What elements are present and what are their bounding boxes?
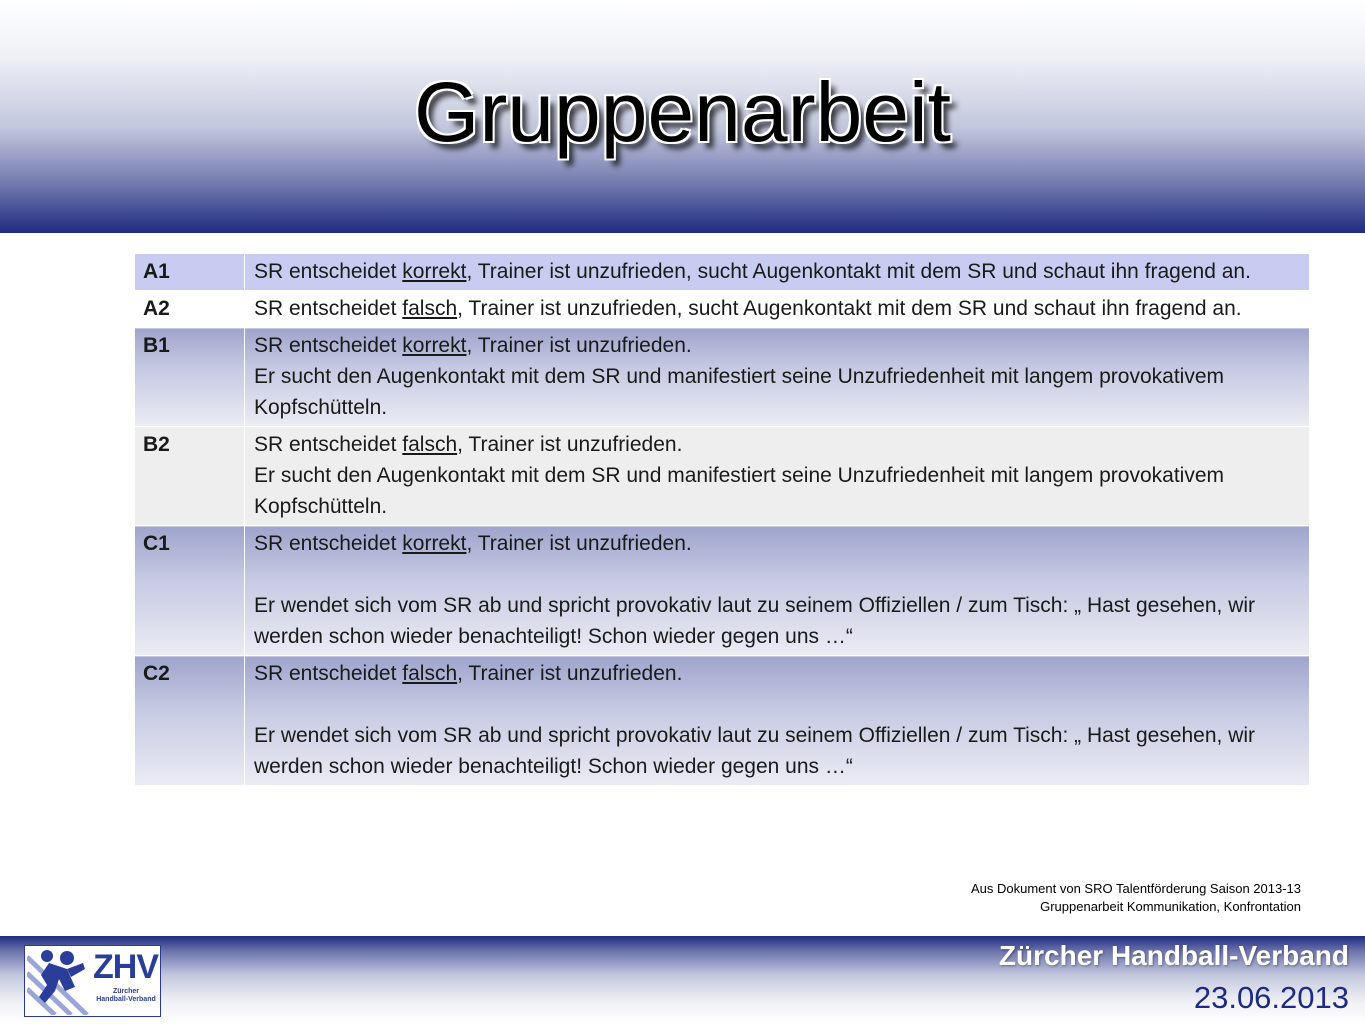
row-detail: Er sucht den Augenkontakt mit dem SR und manifestiert seine Unzufriedenheit mit langem provokativem Kopfschütteln.: [254, 365, 1224, 419]
handball-player-icon: [27, 947, 91, 1015]
decision-word: korrekt: [402, 532, 467, 555]
row-code: A2: [135, 291, 245, 328]
row-description: SR entscheidet falsch, Trainer ist unzufrieden. Er sucht den Augenkontakt mit dem SR und manifestiert seine Unzufriedenheit mit langem provokativem Kopfschütteln.: [245, 427, 1310, 526]
source-note: Aus Dokument von SRO Talentförderung Saison 2013-13 Gruppenarbeit Kommunikation, Konfrontation: [970, 881, 1301, 914]
decision-word: falsch: [402, 662, 458, 685]
organization-name: Zürcher Handball-Verband: [998, 940, 1349, 971]
table-row: [135, 328, 1310, 427]
logo-text: ZHV: [93, 948, 158, 986]
row-code: A1: [135, 254, 245, 291]
scenario-table: [134, 253, 1310, 786]
slide-title: Gruppenarbeit: [413, 65, 952, 159]
row-code: B2: [135, 427, 245, 526]
row-code: B1: [135, 328, 245, 427]
row-detail: Er wendet sich vom SR ab und spricht provokativ laut zu seinem Offiziellen / zum Tisch: „ Hast gesehen, wir werden schon wieder benachteiligt! Schon wieder gegen uns …“: [254, 724, 1256, 778]
row-description: SR entscheidet korrekt, Trainer ist unzufrieden. Er wendet sich vom SR ab und spricht provokativ laut zu seinem Offiziellen / zum Tisch: „ Hast gesehen, wir werden schon wieder benachteiligt! Schon wieder gegen uns …“: [245, 526, 1310, 656]
zhv-logo: [24, 945, 161, 1017]
slide-date: 23.06.2013: [1193, 980, 1349, 1015]
row-description: SR entscheidet falsch, Trainer ist unzufrieden, sucht Augenkontakt mit dem SR und schaut ihn fragend an.: [245, 291, 1310, 328]
logo-subtitle: Zürcher Handball-Verband: [96, 988, 156, 1003]
spacer: [254, 689, 1299, 720]
row-code: C1: [135, 526, 245, 656]
decision-word: falsch: [402, 433, 458, 456]
table-row: [135, 656, 1310, 786]
row-description: SR entscheidet falsch, Trainer ist unzufrieden. Er wendet sich vom SR ab und spricht provokativ laut zu seinem Offiziellen / zum Tisch: „ Hast gesehen, wir werden schon wieder benachteiligt! Schon wieder gegen uns …“: [245, 656, 1310, 786]
spacer: [254, 559, 1299, 590]
decision-word: korrekt: [402, 334, 467, 357]
row-detail: Er wendet sich vom SR ab und spricht provokativ laut zu seinem Offiziellen / zum Tisch: „ Hast gesehen, wir werden schon wieder benachteiligt! Schon wieder gegen uns …“: [254, 594, 1256, 648]
decision-word: falsch: [402, 297, 458, 320]
table-row: [135, 526, 1310, 656]
table-row: [135, 427, 1310, 526]
row-description: SR entscheidet korrekt, Trainer ist unzufrieden, sucht Augenkontakt mit dem SR und schaut ihn fragend an.: [245, 254, 1310, 291]
row-detail: Er sucht den Augenkontakt mit dem SR und manifestiert seine Unzufriedenheit mit langem provokativem Kopfschütteln.: [254, 464, 1224, 518]
table-row: [135, 254, 1310, 291]
decision-word: korrekt: [402, 260, 467, 283]
row-code: C2: [135, 656, 245, 786]
table-row: [135, 291, 1310, 328]
row-description: SR entscheidet korrekt, Trainer ist unzufrieden. Er sucht den Augenkontakt mit dem SR und manifestiert seine Unzufriedenheit mit langem provokativem Kopfschütteln.: [245, 328, 1310, 427]
